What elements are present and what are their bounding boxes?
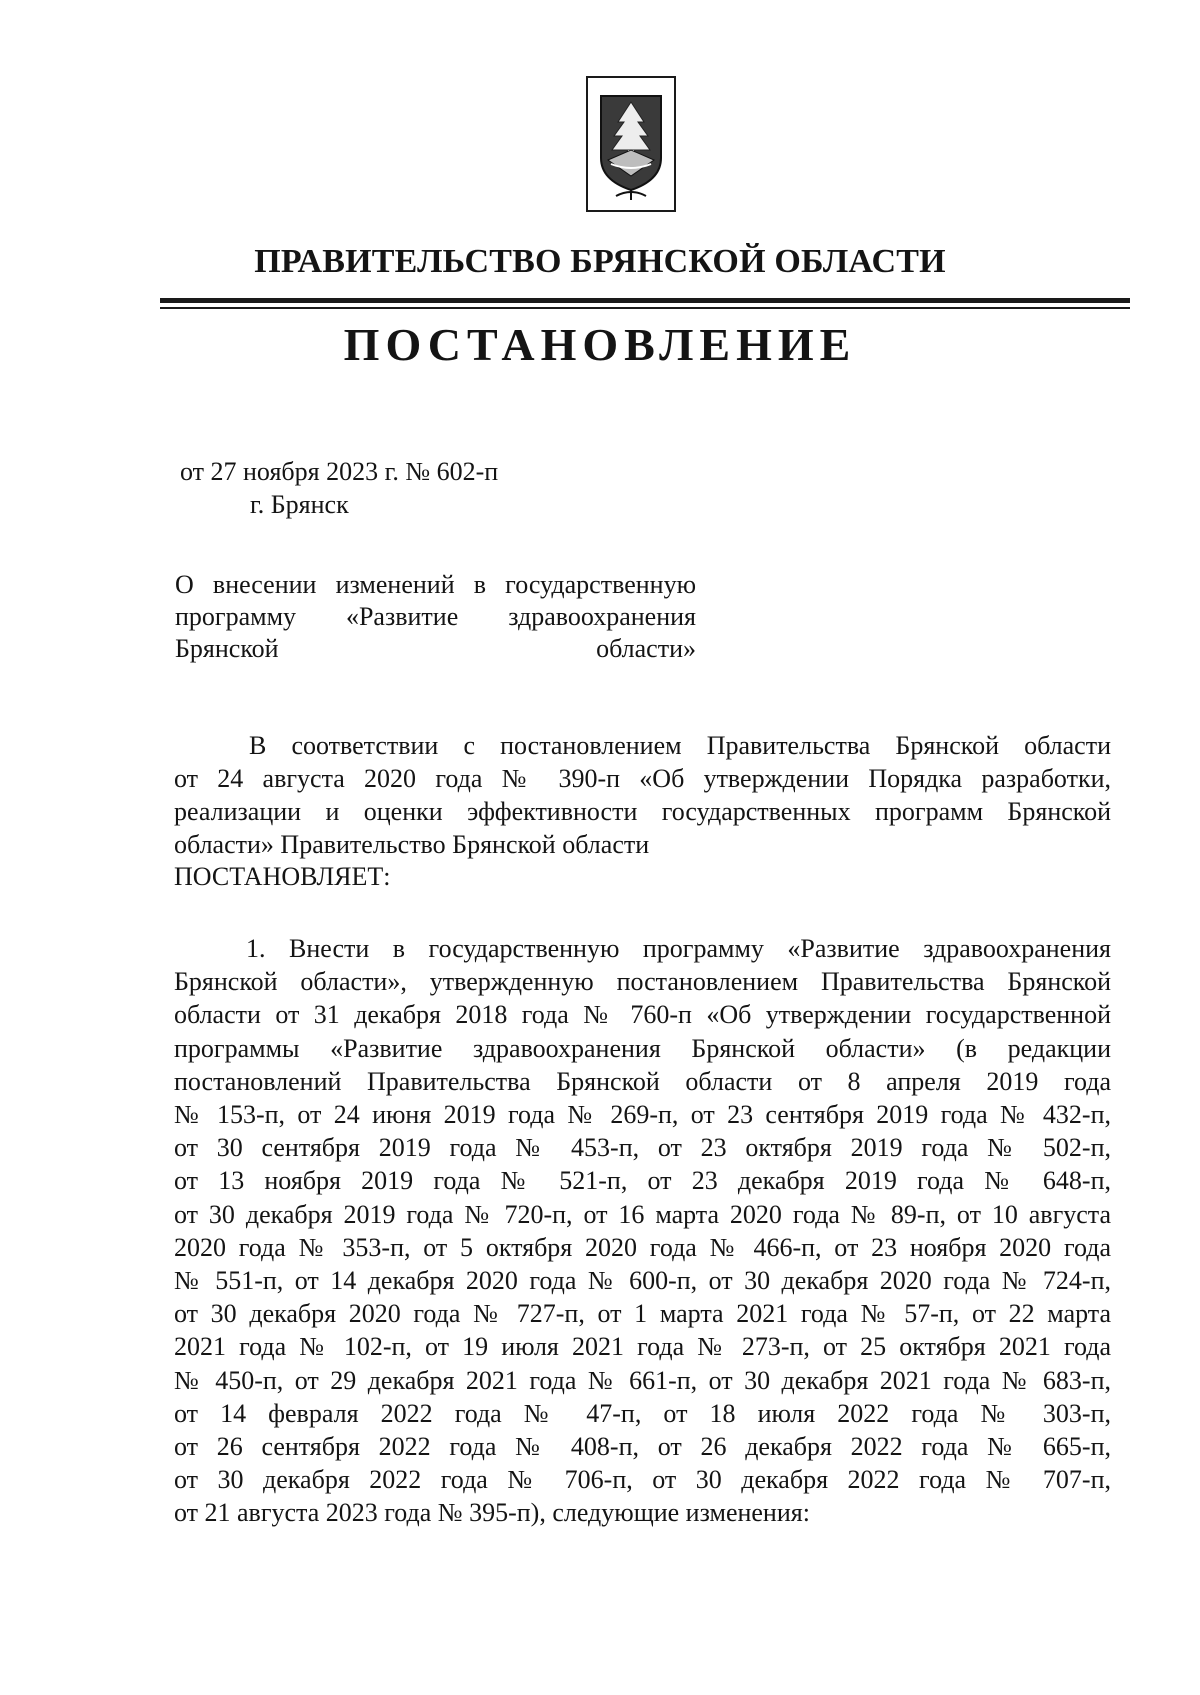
clause-line: от 30 декабря 2020 года № 727-п, от 1 марта 2021 года № 57-п, от 22 марта	[174, 1299, 1111, 1329]
coat-of-arms-emblem	[586, 76, 676, 212]
date-and-number: от 27 ноября 2023 г. № 602-п	[180, 457, 499, 486]
clause-line: № 153-п, от 24 июня 2019 года № 269-п, от 23 сентября 2019 года № 432-п,	[174, 1100, 1111, 1129]
clause-line: 2021 года № 102-п, от 19 июля 2021 года № 273-п, от 25 октября 2021 года	[174, 1332, 1111, 1362]
header-rule-thin	[160, 307, 1130, 309]
preamble-line: В соответствии с постановлением Правительства Брянской области	[249, 731, 1111, 760]
clause-line: от 30 сентября 2019 года № 453-п, от 23 октября 2019 года № 502-п,	[174, 1133, 1111, 1163]
preamble-line: от 24 августа 2020 года № 390-п «Об утверждении Порядка разработки,	[174, 764, 1111, 793]
clause-line: № 450-п, от 29 декабря 2021 года № 661-п, от 30 декабря 2021 года № 683-п,	[174, 1365, 1111, 1395]
clause-line: программы «Развитие здравоохранения Брянской области» (в редакции	[174, 1033, 1111, 1063]
clause-line: от 30 декабря 2022 года № 706-п, от 30 декабря 2022 года № 707-п,	[174, 1465, 1111, 1495]
clause-line: от 13 ноября 2019 года № 521-п, от 23 декабря 2019 года № 648-п,	[174, 1166, 1111, 1196]
clause-line: от 21 августа 2023 года № 395-п), следующие изменения:	[174, 1498, 810, 1528]
clause-line: 1. Внести в государственную программу «Развитие здравоохранения	[246, 934, 1111, 963]
preamble-line: реализации и оценки эффективности государственных программ Брянской	[174, 797, 1111, 826]
clause-line: постановлений Правительства Брянской области от 8 апреля 2019 года	[174, 1066, 1111, 1096]
clause-line: № 551-п, от 14 декабря 2020 года № 600-п, от 30 декабря 2020 года № 724-п,	[174, 1266, 1111, 1295]
preamble-line: области» Правительство Брянской области	[174, 830, 650, 859]
clause-line: области от 31 декабря 2018 года № 760-п «Об утверждении государственной	[174, 1000, 1111, 1030]
resolves-word: ПОСТАНОВЛЯЕТ:	[174, 862, 391, 891]
subject-line: О внесении изменений в государственную	[175, 570, 696, 599]
clause-line: от 30 декабря 2019 года № 720-п, от 16 марта 2020 года № 89-п, от 10 августа	[174, 1199, 1111, 1229]
city: г. Брянск	[250, 490, 349, 519]
header-rule-thick	[160, 298, 1130, 303]
document-type-title: ПОСТАНОВЛЕНИЕ	[343, 319, 857, 370]
clause-line: 2020 года № 353-п, от 5 октября 2020 года № 466-п, от 23 ноября 2020 года	[174, 1232, 1111, 1262]
clause-line: от 26 сентября 2022 года № 408-п, от 26 декабря 2022 года № 665-п,	[174, 1432, 1111, 1461]
clause-line: от 14 февраля 2022 года № 47-п, от 18 июля 2022 года № 303-п,	[174, 1398, 1111, 1428]
subject-line: программу «Развитие здравоохранения	[175, 602, 696, 631]
subject-line: Брянской области»	[175, 634, 696, 663]
clause-line: Брянской области», утвержденную постановлением Правительства Брянской	[174, 967, 1111, 997]
government-title: ПРАВИТЕЛЬСТВО БРЯНСКОЙ ОБЛАСТИ	[254, 243, 946, 280]
